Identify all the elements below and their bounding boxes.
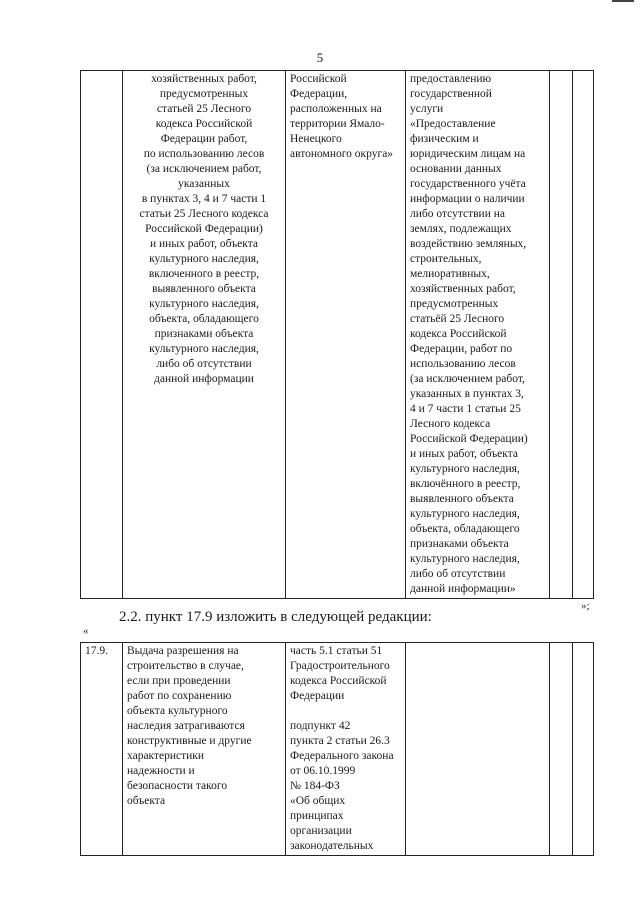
cell-num [81,71,123,599]
cell-legal-basis: Российской Федерации, расположенных на территории Ямало- Ненецкого автономного округа» [286,71,406,599]
closing-quote: »; [581,600,590,612]
item-17-9-table [80,642,594,856]
page-number: 5 [316,50,324,65]
corner-mark [612,0,634,8]
continuation-table [80,70,594,599]
cell-regulation: предоставлению государственной услуги «Предоставление физическим и юридическим лицам на основании данных государственного учёта информации о наличии либо отсутствии на землях, подлежащих воздействию земляных, строительных, мелиоративных, хозяйственных работ, предусмотренных статьёй 25 Лесного кодекса Российской Федерации, работ по использованию лесов (за исключением работ, указанных в пунктах 3, 4 и 7 части 1 статьи 25 Лесного кодекса Российской Федерации) и иных работ, объекта культурного наследия, включённого в реестр, выявленного объекта культурного наследия, объекта, обладающего признаками объекта культурного наследия, либо об отсутствии данной информации» [406,71,550,599]
amendment-text: 2.2. пункт 17.9 изложить в следующей редакции: [119,609,432,625]
cell-empty-2 [573,71,594,599]
table-row [81,643,594,856]
cell-regulation [406,643,550,856]
cell-service-name: хозяйственных работ, предусмотренных статьей 25 Лесного кодекса Российской Федерации работ, по использованию лесов (за исключением работ, указанных в пунктах 3, 4 и 7 части 1 статьи 25 Лесного кодекса Российской Федерации) и иных работ, объекта культурного наследия, включенного в реестр, выявленного объекта культурного наследия, объекта, обладающего признаками объекта культурного наследия, либо об отсутствии данной информации [123,71,286,599]
cell-num: 17.9. [81,643,123,856]
cell-legal-basis: часть 5.1 статьи 51 Градостроительного кодекса Российской Федерации подпункт 42 пункта 2 статьи 26.3 Федерального закона от 06.10.1999 № 184-ФЗ «Об общих принципах организации законодательных [286,643,406,856]
cell-empty-1 [550,71,573,599]
cell-empty-1 [550,643,573,856]
cell-empty-2 [573,643,594,856]
table-row [81,71,594,599]
cell-service-name: Выдача разрешения на строительство в случае, если при проведении работ по сохранению объекта культурного наследия затрагиваются конструктивные и другие характеристики надежности и безопасности такого объекта [123,643,286,856]
opening-quote: « [83,625,89,637]
